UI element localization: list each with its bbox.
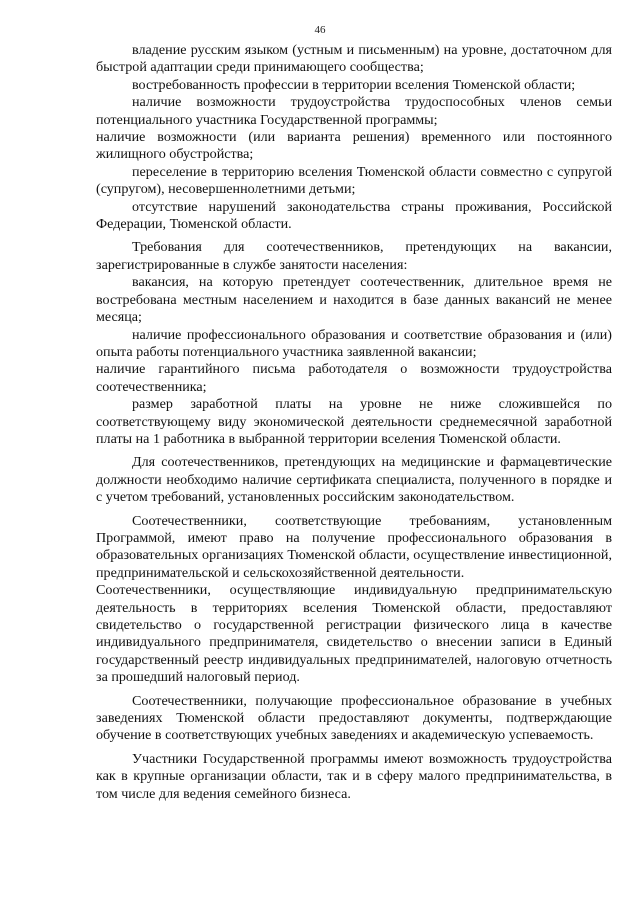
- paragraph-vacancy-requirements: Требования для соотечественников, претендующих на вакансии, зарегистрированные в службе занятости населения:: [96, 239, 612, 273]
- paragraph-family-employment: наличие возможности трудоустройства трудоспособных членов семьи потенциального участника Государственной программы;: [96, 94, 612, 128]
- paragraph-professional-education: наличие профессионального образования и соответствие образования и (или) опыта работы потенциального участника заявленной вакансии;: [96, 326, 612, 360]
- paragraph-no-law-violations: отсутствие нарушений законодательства страны проживания, Российской Федерации, Тюменской области.: [96, 198, 612, 233]
- paragraph-housing: наличие возможности (или варианта решения) временного или постоянного жилищного обустройства;: [96, 129, 612, 163]
- paragraph-profession-demand: востребованность профессии в территории вселения Тюменской области;: [132, 76, 576, 93]
- paragraph-students: Соотечественники, получающие профессиональное образование в учебных заведениях Тюменской области предоставляют документы, подтверждающие обучение в соответствующих учебных заведениях и академическую успеваемость.: [96, 692, 612, 744]
- paragraph-vacancy-unfilled: вакансия, на которую претендует соотечественник, длительное время не востребована местным населением и находится в базе данных вакансий не менее месяца;: [96, 274, 612, 326]
- page-number: 46: [314, 24, 326, 36]
- paragraph-medical-certificate: Для соотечественников, претендующих на медицинские и фармацевтические должности необходимо наличие сертификата специалиста, полученного в порядке и с учетом требований, установленных российским законодательством.: [96, 454, 612, 506]
- paragraph-salary-level: размер заработной платы на уровне не ниже сложившейся по соответствующему виду экономической деятельности среднемесячной заработной платы на 1 работника в выбранной территории вселения Тюменской области.: [96, 396, 612, 447]
- paragraph-entrepreneurs: Соотечественники, осуществляющие индивидуальную предпринимательскую деятельность в территориях вселения Тюменской области, предоставляют свидетельство о государственной регистрации физического лица в качестве индивидуального предпринимателя, свидетельство о внесении записи в Единый государственный реестр индивидуальных предпринимателей, налоговую отчетность за прошедший налоговый период.: [96, 582, 612, 686]
- page-body-text: [96, 42, 612, 803]
- paragraph-employer-guarantee: наличие гарантийного письма работодателя о возможности трудоустройства соотечественника;: [96, 361, 612, 395]
- paragraph-russian-language: владение русским языком (устным и письменным) на уровне, достаточном для быстрой адаптации среди принимающего сообщества;: [96, 42, 612, 76]
- paragraph-participants-employment: Участники Государственной программы имеют возможность трудоустройства как в крупные организации области, так и в сферу малого предпринимательства, в том числе для ведения семейного бизнеса.: [96, 750, 612, 802]
- paragraph-relocation-with-family: переселение в территорию вселения Тюменской области совместно с супругой (супругом), несовершеннолетними детьми;: [96, 163, 612, 198]
- paragraph-education-rights: Соотечественники, соответствующие требованиям, установленным Программой, имеют право на получение профессионального образования в образовательных организациях Тюменской области, осуществление инвестиционной, предпринимательской и сельскохозяйственной деятельности.: [96, 512, 612, 581]
